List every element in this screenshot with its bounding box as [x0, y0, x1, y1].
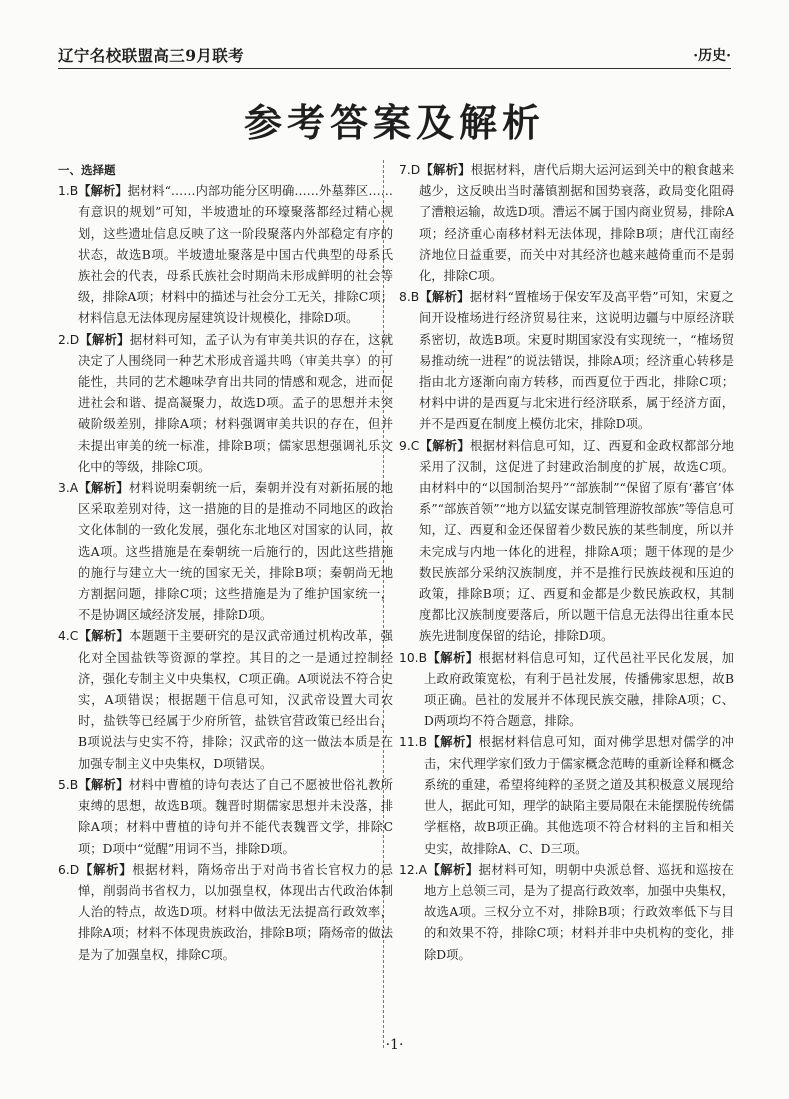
item-number: 10. [399, 650, 419, 665]
item-answer: D [69, 862, 80, 877]
analysis-tag: 【解析】 [427, 735, 479, 750]
exam-name: 辽宁名校联盟高三9月联考 [58, 46, 245, 65]
item-text: 根据材料，隋炀帝出于对尚书省长官权力的忌惮，削弱尚书省权力，以加强皇权，体现出古代政治体制人治的特点，故选D项。材料中做法无法提高行政效率，排除A项；材料不体现贵族政治，排除B项；隋炀帝的做法是为了加强皇权，排除C项。 [78, 862, 393, 962]
answer-item-7 [399, 160, 734, 287]
item-number: 2. [58, 332, 70, 347]
item-text: 据材料可知，明朝中央派总督、巡抚和巡按在地方上总领三司，是为了提高行政效率，加强中央集权，故选A项。三权分立不对，排除B项；行政效率低下与目的和效果不符，排除C项；材料并非中央机构的变化，排除D项。 [424, 862, 734, 962]
subject-label: ·历史· [693, 48, 731, 64]
item-answer: B [418, 735, 427, 750]
page-title: 参考答案及解析 [243, 101, 545, 145]
analysis-tag: 【解析】 [78, 629, 129, 644]
item-number: 9. [399, 438, 411, 453]
page-number: ·1· [385, 1037, 404, 1053]
answer-item-3 [58, 478, 393, 626]
answer-item-2 [58, 330, 393, 478]
item-number: 5. [58, 777, 70, 792]
answer-item-11 [399, 732, 734, 859]
answer-item-9 [399, 436, 734, 648]
page-header [58, 44, 731, 66]
item-answer: D [69, 332, 80, 347]
analysis-tag: 【解析】 [420, 163, 471, 177]
header-rule [58, 68, 731, 69]
analysis-tag: 【解析】 [78, 777, 129, 792]
item-number: 1. [58, 184, 70, 199]
answer-item-6 [58, 860, 393, 966]
item-text: 材料中曹植的诗句表达了自己不愿被世俗礼教所束缚的思想，故选B项。魏晋时期儒家思想并未没落，排除A项；材料中曹植的诗句并不能代表魏晋文学，排除C项；D项中“觉醒”用词不当，排除D项。 [78, 777, 393, 856]
analysis-tag: 【解析】 [419, 290, 470, 305]
item-number: 6. [58, 862, 70, 877]
item-number: 3. [58, 481, 70, 496]
left-column [58, 160, 393, 966]
answer-item-4 [58, 626, 393, 774]
item-number: 8. [399, 290, 411, 305]
item-answer: B [69, 777, 79, 792]
item-answer: B [418, 650, 427, 665]
item-text: 材料说明秦朝统一后，秦朝并没有对新拓展的地区采取差别对待，这一措施的目的是推动不同地区的政治文化体制的一致化发展，强化东北地区对国家的认同，故选A项。这些措施是在秦朝统一后施行的，因此这些措施的施行与建立大一统的国家无关，排除B项；秦朝尚无地方割据问题，排除C项；这些措施是为了维护国家统一，不是协调区域经济发展，排除D项。 [78, 481, 393, 623]
analysis-tag: 【解析】 [78, 481, 129, 496]
analysis-tag: 【解析】 [78, 184, 128, 199]
item-text: 根据材料信息可知，面对佛学思想对儒学的冲击，宋代理学家们致力于儒家概念范畴的重新诠释和概念系统的重建，希望将纯粹的圣贤之道及其积极意义展现给世人，据此可知，理学的缺陷主要局限在未能摆脱传统儒学框格，故B项正确。其他选项不符合材料的主旨和相关史实，故排除A、C、D三项。 [424, 735, 734, 856]
analysis-tag: 【解析】 [427, 650, 479, 665]
item-text: 据材料“置榷场于保安军及高平砦”可知，宋夏之间开设榷场进行经济贸易往来，这说明边疆与中原经济联系密切，故选B项。宋夏时期国家没有实现统一，“榷场贸易推动统一进程”的说法错误，排除A项；经济重心转移是指由北方逐渐向南方转移，而西夏位于西北，排除C项；材料中讲的是西夏与北宋进行经济联系，属于经济方面，并不是西夏在制度上模仿北宋，排除D项。 [419, 290, 734, 432]
analysis-tag: 【解析】 [79, 862, 133, 877]
item-text: 据材料可知，孟子认为有审美共识的存在，这就决定了人围绕同一种艺术形成音遥共鸣（审美共享）的可能性，共同的艺术趣味孕育出共同的情感和观念，进而促进社会和谐、提高凝聚力，故选D项。孟子的思想并未突破阶级差别，排除A项；材料强调审美共识的存在，但并未提出审美的统一标准，排除B项；儒家思想强调礼乐文化中的等级，排除C项。 [78, 332, 393, 474]
answer-item-12 [399, 860, 734, 966]
item-number: 12. [399, 862, 419, 877]
item-answer: A [69, 481, 79, 496]
item-number: 4. [58, 629, 70, 644]
item-text: 根据材料信息可知，辽、西夏和金政权都部分地采用了汉制，这促进了封建政治制度的扩展，故选C项。由材料中的“以国制治契丹”“部族制”“保留了原有‘蕃官’体系”“部族首领”“地方以猛安谋克制管理游牧部族”等信息可知，辽、西夏和金还保留着少数民族的某些制度，所以并未完成与内地一体化的进程，排除A项；题干体现的是少数民族部分采纳汉族制度，并不是推行民族歧视和压迫的政策，排除B项；辽、西夏和金都是少数民族政权，其制度都比汉族制度要落后，所以题干信息无法得出往重本民族先进制度保留的结论，排除D项。 [419, 438, 734, 644]
item-answer: B [69, 184, 79, 199]
answer-item-10 [399, 648, 734, 733]
analysis-tag: 【解析】 [426, 862, 479, 877]
item-number: 7. [399, 163, 411, 177]
analysis-tag: 【解析】 [79, 332, 130, 347]
analysis-tag: 【解析】 [419, 438, 470, 453]
item-text: 本题题干主要研究的是汉武帝通过机构改革，强化对全国盐铁等资源的掌控。其目的之一是通过控制经济，强化专制主义中央集权，C项正确。A项说法不符合史实，A项错误；根据题干信息可知，汉武帝设置大司农时，盐铁等已经属于少府所管，盐铁官营政策已经出台，B项说法与史实不符，排除；汉武帝的这一做法本质是在加强专制主义中央集权，D项错误。 [78, 629, 393, 771]
item-text: 据材料“……内部功能分区明确……外墓葬区……有意识的规划”可知，半坡遗址的环壕聚落都经过精心规划，这些遗址信息反映了这一阶段聚落内外部稳定有序的状态，故选B项。半坡遗址聚落是中国古代典型的母系氏族社会的代表，母系氏族社会时期尚未形成鲜明的社会等级，排除A项；材料中的描述与社会分工无关，排除C项；材料信息无法体现房屋建筑设计规模化，排除D项。 [78, 184, 393, 326]
section-heading: 一、选择题 [58, 163, 116, 177]
item-number: 11. [399, 735, 419, 750]
item-answer: D [410, 163, 421, 177]
item-answer: C [410, 438, 420, 453]
right-column [399, 160, 734, 966]
answer-item-1 [58, 181, 393, 329]
item-answer: C [69, 629, 79, 644]
item-answer: A [418, 862, 427, 877]
answer-item-5 [58, 775, 393, 860]
item-answer: B [410, 290, 420, 305]
answer-item-8 [399, 287, 734, 435]
item-text: 根据材料，唐代后期大运河运到关中的粮食越来越少，这反映出当时藩镇割据和国势衰落，政局变化阻碍了漕粮运输，故选D项。漕运不属于国内商业贸易，排除A项；经济重心南移材料无法体现，排除B项；唐代江南经济地位日益重要，而关中对其经济也越来越倚重而不是弱化，排除C项。 [419, 163, 734, 284]
item-text: 根据材料信息可知，辽代邑社平民化发展，加上政府政策宽松，有利于邑社发展，传播佛家思想，故B项正确。邑社的发展并不体现民族交融，排除A项；C、D两项均不符合题意，排除。 [424, 650, 734, 729]
